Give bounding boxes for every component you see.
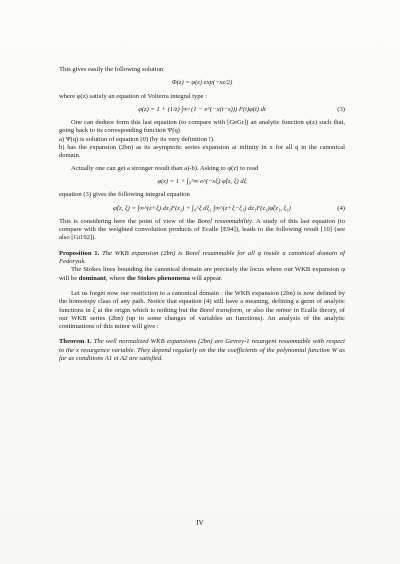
text-run-bold: dominant	[78, 274, 106, 282]
text-run-italic: Borel transform	[199, 306, 243, 314]
equation-4	[59, 205, 345, 213]
theorem-1	[59, 338, 345, 363]
theorem-text: The well normalized WKB expansions (2bn) are Gevrey-1 resurgent resummable with respect to the x resurgence variable. They depend regularly on the the coefficients of the polynomial function W as far as conditions A1 et A2 are satisfied.	[59, 338, 345, 363]
paragraph-stokes	[59, 266, 345, 283]
text-run: The Stokes lines bounding the canonical domain are precisely the locus where our WKB expansion φ will be	[59, 266, 345, 282]
paragraph-deduce: One can deduce form this last equation (to compare with [GeGr]) an analytic function φ(z) such that, going back to its corresponding function Ψ(q)	[59, 119, 345, 135]
proposition-text: The WKB expansion (2bn) is Borel resummable for all q inside a canonical domain of Fedoryuk.	[59, 249, 345, 266]
equation-phi-laplace	[59, 178, 345, 186]
page-number: IV	[196, 519, 204, 527]
text-run: will appear.	[189, 274, 223, 282]
equation-text: φ̂(z, ξ) = ∫∞^(z+ξ) dz₁F(z₁) + ∫₀^ξ dξ₁ ∫∞^(z+ξ−ξ₁) dz₁F(z₁)φ̂(z₁, ξ₁)	[113, 204, 291, 212]
theorem-heading: Theorem 1.	[59, 338, 92, 346]
text-run: , where	[105, 274, 127, 282]
text-run: in Ecalle theory, of our WKB series (2bn) (up to some changes of variables an functions). An analysis of the analytic continuations of this minor will give :	[59, 306, 345, 331]
equation-number: (4)	[337, 204, 345, 212]
text-run: Let us forget now our restriction to a canonical domain : the WKB expansion (2bn) is now defined by the homotopy class of any path. Notice that equation (4) still have a meaning, defining a germ of analytic functions in ξ at the origin which is nothing but the	[59, 289, 345, 314]
paragraph-item-a: a) Ψ(q) is solution of equation (0) (by its very definition !).	[59, 135, 215, 143]
equation-text: φ(z) = 1 + ∫₀^∞ e^(−xξ) φ̂(z, ξ) dξ	[157, 177, 247, 185]
text-run: , or also the	[242, 306, 276, 314]
text-run: This is considering here the point of view of the	[59, 217, 198, 225]
paragraph-solution-intro: This gives easily the following solution	[59, 66, 164, 73]
paragraph-item-b: b) has the expansion (2bn) as its asymptotic series expansion at infinity in x for all q in the canonical domain.	[59, 144, 345, 160]
proposition-1	[59, 250, 345, 267]
equation-number: (3)	[337, 105, 345, 113]
paragraph-borel	[59, 218, 345, 243]
text-run-italic: Borel resummability	[197, 217, 253, 225]
page-body	[59, 66, 345, 363]
text-run: . A study of this last equation (to compare with the weighted convolution products of Ecalle [E94]), leads to the following result [10] (see also [Gi192]).	[59, 217, 346, 242]
text-run-bold: the Stokes phenomena	[126, 274, 190, 282]
paragraph-stronger-result: Actually one can get a stronger result than a)-b). Asking to φ(z) to read	[71, 164, 259, 172]
equation-phi-exp	[59, 79, 345, 87]
equation-text: Φ(z) = φ(z) exp(−xz/2)	[171, 79, 233, 87]
equation-text: φ(z) = 1 + (1/z) ∫∞ᶻ (1 − e^(−x(t−z))) F(t)φ(t) dt	[138, 105, 266, 113]
paragraph-volterra: where φ(z) satisfy an equation of Volterra integral type :	[59, 92, 208, 100]
text-run-italic: minor	[275, 306, 292, 314]
paragraph-forget-restriction	[59, 290, 345, 331]
equation-3	[59, 106, 345, 114]
proposition-heading: Proposition 1.	[59, 249, 100, 257]
paragraph-integral-equation: equation (3) gives the following integral equation	[59, 191, 190, 199]
